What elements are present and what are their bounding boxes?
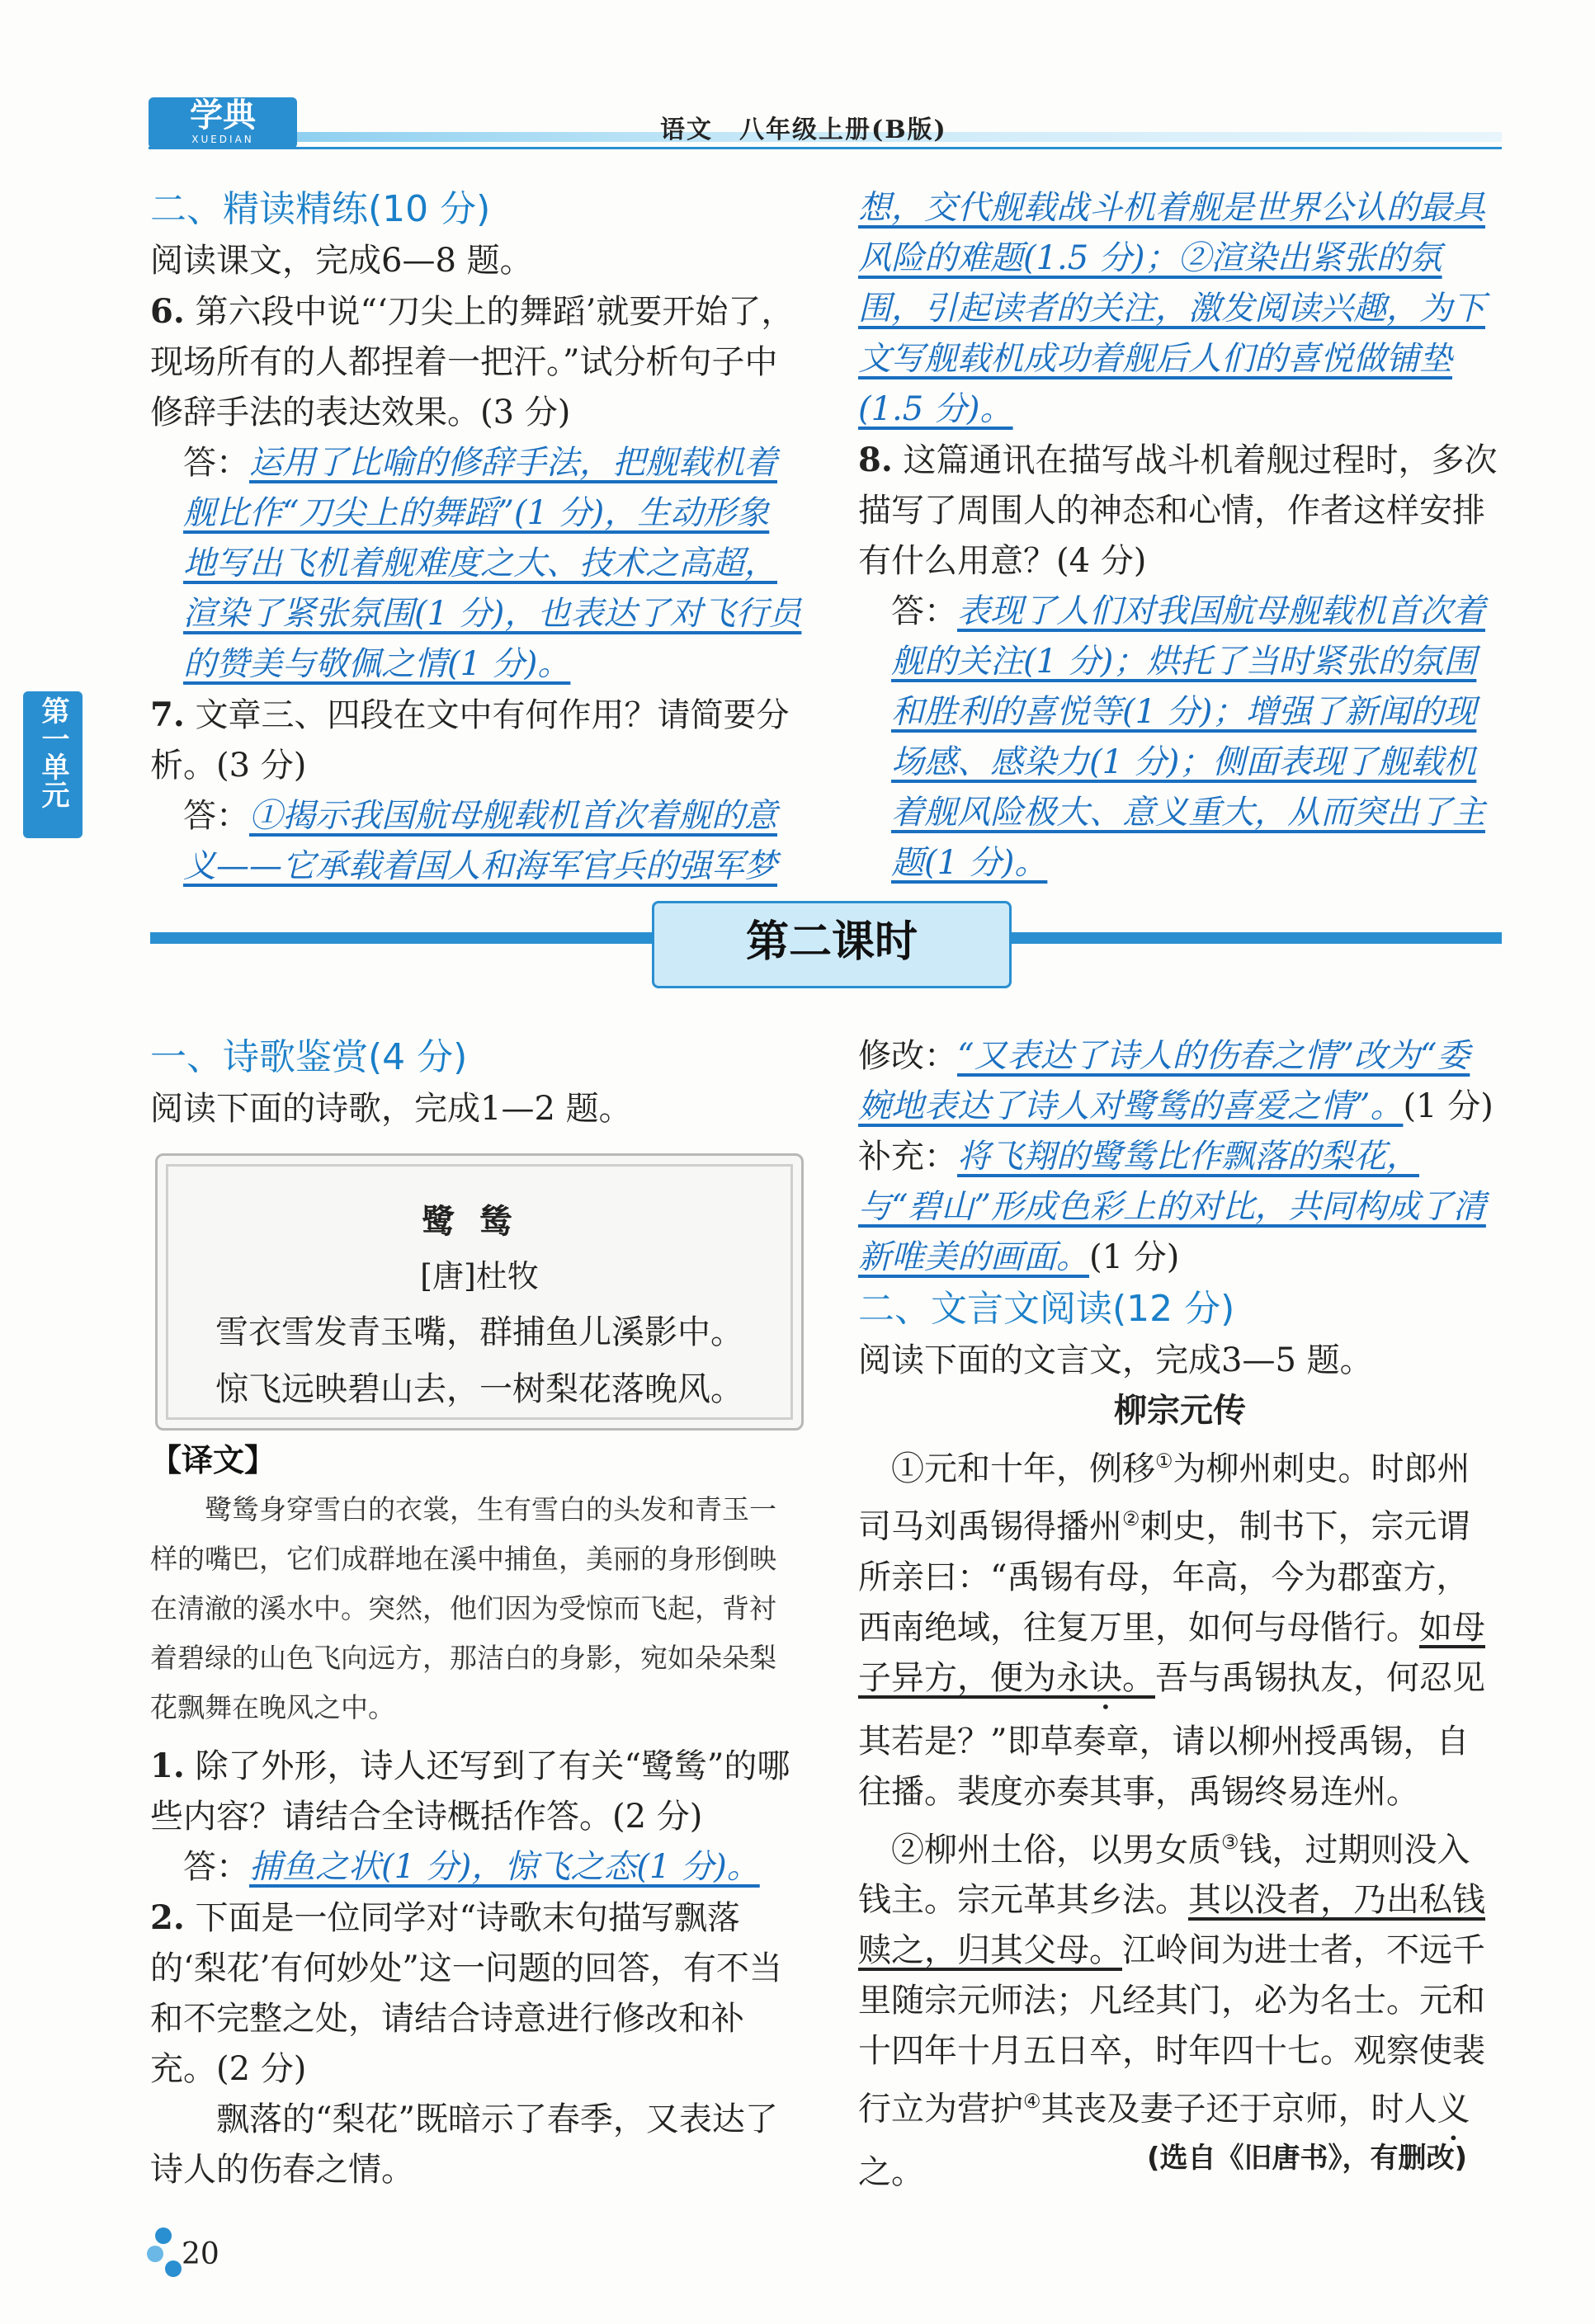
emphasized-char: 诀 [1089, 1658, 1122, 1697]
text-run: 江岭间为进士者，不远千里随宗元师法；凡经其门，必为名士。元和十四年十月五日卒，时年四十七。观察使裴行立为营护 [858, 1930, 1485, 2128]
footnote-marker: ④ [1023, 2089, 1041, 2113]
answer-text: “又表达了诗人的伤春之情”改为“委婉地表达了诗人对鹭鸶的喜爱之情”。 [858, 1037, 1470, 1125]
question-2 [150, 1893, 802, 2095]
section-intro: 阅读课文，完成6—8 题。 [150, 242, 533, 280]
translation-text: 鹭鸶身穿雪白的衣裳，生有雪白的头发和青玉一样的嘴巴，它们成群地在溪中捕鱼，美丽的身形倒映在清澈的溪水中。突然，他们因为受惊而飞起，背衬着碧绿的山色飞向远方，那洁白的身影，宛如朵朵梨花飘舞在晚风之中。 [150, 1493, 776, 1723]
answer-7 [150, 791, 802, 892]
footnote-marker: ① [1155, 1450, 1173, 1473]
text-run: 如母子异方，便为永 [858, 1608, 1485, 1697]
supplement-answer [858, 1132, 1502, 1283]
question-text: 第六段中说“‘刀尖上的舞蹈’就要开始了，现场所有的人都捏着一把汗。”试分析句子中修辞手法的表达效果。(3 分) [150, 293, 795, 431]
answer-text: 捕鱼之状(1 分)，惊飞之态(1 分)。 [249, 1848, 760, 1886]
left-bottom-column [150, 1031, 802, 1134]
translation-block [150, 1435, 802, 1732]
section-title-close-reading: 二、精读精练(10 分) [150, 188, 491, 230]
answer-prefix: 补充： [858, 1138, 957, 1176]
left-bottom-questions [150, 1741, 802, 2195]
answer-score: (1 分) [1089, 1238, 1180, 1276]
question-8 [858, 435, 1502, 587]
text-run: 其丧及妻子还于京师，时人 [1041, 2090, 1437, 2128]
question-number: 8. [858, 441, 893, 479]
classical-paragraph-1 [858, 1436, 1502, 1817]
section-intro: 阅读下面的文言文，完成3—5 题。 [858, 1341, 1373, 1379]
section-title-poetry: 一、诗歌鉴赏(4 分) [150, 1036, 468, 1078]
footnote-marker: ③ [1221, 1830, 1239, 1854]
text-run: 为柳州刺史。时郎州司马刘禹锡得播州 [858, 1450, 1470, 1546]
logo-text: 学典 [190, 97, 256, 134]
question-number: 6. [150, 292, 185, 331]
revision-answer [858, 1031, 1502, 1132]
answer-text: 想，交代舰载战斗机着舰是世界公认的最具风险的难题(1.5 分)；②渲染出紧张的氛围，引起读者的关注，激发阅读兴趣，为下文写舰载机成功着舰后人们的喜悦做铺垫(1.5 分)。 [858, 189, 1485, 428]
answer-text: 将飞翔的鹭鸶比作飘落的梨花，与“碧山”形成色彩上的对比，共同构成了清新唯美的画面。 [858, 1138, 1486, 1276]
question-text: 下面是一位同学对“诗歌末句描写飘落的‘梨花’有何妙处”这一问题的回答，有不当和不完整之处，请结合诗意进行修改和补充。(2 分) [150, 1899, 782, 2088]
question-7 [150, 690, 802, 791]
question-text: 除了外形，诗人还写到了有关“鹭鸶”的哪些内容？请结合全诗概括作答。(2 分) [150, 1747, 790, 1836]
question-number: 2. [150, 1898, 185, 1937]
unit-side-tab [23, 691, 83, 838]
answer-7-continued [858, 183, 1502, 435]
text-run: ②柳州土俗，以男女质 [891, 1830, 1221, 1869]
right-top-column [858, 183, 1502, 889]
answer-prefix: 答： [183, 444, 249, 482]
page-number: 20 [182, 2237, 219, 2271]
poem-author: [唐]杜牧 [420, 1258, 539, 1294]
answer-6 [150, 438, 802, 690]
classical-text-title: 柳宗元传 [1114, 1392, 1246, 1430]
left-top-column [150, 183, 802, 892]
question-6 [150, 286, 802, 438]
question-text: 文章三、四段在文中有何作用？请简要分析。(3 分) [150, 696, 790, 785]
poem-title: 鹭鸶 [422, 1202, 537, 1241]
logo-subtext: XUEDIAN [191, 134, 254, 145]
answer-text: 运用了比喻的修辞手法，把舰载机着舰比作“刀尖上的舞蹈”(1 分)，生动形象地写出飞机着舰难度之大、技术之高超，渲染了紧张氛围(1 分)，也表达了对飞行员的赞美与敬佩之情(1 分)。 [183, 444, 802, 683]
decor-dot [147, 2246, 163, 2262]
decor-dot [165, 2260, 182, 2277]
lesson-title: 第二课时 [652, 901, 1012, 988]
answer-prefix: 答： [183, 1848, 249, 1886]
answer-1 [150, 1842, 802, 1893]
underlined-sentence: 其以没者，乃出私钱赎之，归其父母。 [858, 1880, 1485, 1969]
answer-score: (1 分) [1403, 1087, 1494, 1125]
question-number: 7. [150, 695, 185, 734]
poem-frame [155, 1153, 804, 1431]
emphasized-char: 义 [1437, 2090, 1470, 2128]
source-citation: (选自《旧唐书》，有删改) [1147, 2142, 1468, 2175]
answer-8 [858, 587, 1502, 889]
text-run: 。 [1122, 1658, 1155, 1697]
question-2-quote: 飘落的“梨花”既暗示了春季，又表达了诗人的伤春之情。 [150, 2100, 778, 2189]
text-run: 刺史，制书下，宗元谓所亲曰：“禹锡有母，年高，今为郡蛮方，西南绝域，往复万里，如何与母偕行。 [858, 1507, 1470, 1647]
question-text: 这篇通讯在描写战斗机着舰过程时，多次描写了周围人的神态和心情，作者这样安排有什么用意？(4 分) [858, 441, 1498, 580]
right-bottom-column [858, 1031, 1502, 2198]
answer-prefix: 答： [183, 797, 249, 835]
section-intro: 阅读下面的诗歌，完成1—2 题。 [150, 1090, 632, 1128]
decor-dot [155, 2227, 172, 2244]
header-rule [149, 147, 1502, 149]
translation-heading: 【译文】 [150, 1442, 276, 1478]
publisher-logo [149, 97, 297, 148]
text-run: 之。 [858, 2153, 924, 2192]
unit-side-tab-label: 第一单元 [36, 696, 69, 808]
lesson-divider-left [150, 932, 652, 944]
question-1 [150, 1741, 802, 1842]
text-run: 吾与禹锡执友，何忍见其若是？”即草奏章，请以柳州授禹锡，自往播。裴度亦奏其事，禹锡终易连州。 [858, 1658, 1485, 1811]
footnote-marker: ② [1122, 1507, 1140, 1531]
answer-text: ①揭示我国航母舰载机首次着舰的意义——它承载着国人和海军官兵的强军梦 [183, 797, 777, 885]
answer-text: 表现了人们对我国航母舰载机首次着舰的关注(1 分)；烘托了当时紧张的氛围和胜利的喜悦等(1 分)；增强了新闻的现场感、感染力(1 分)；侧面表现了舰载机着舰风险极大、意义重大，从而突出了主题(1 分)。 [891, 592, 1485, 882]
poem-line: 惊飞远映碧山去，一树梨花落晚风。 [215, 1370, 743, 1408]
answer-prefix: 答： [891, 592, 957, 630]
answer-prefix: 修改： [858, 1037, 957, 1075]
section-title-classical: 二、文言文阅读(12 分) [858, 1288, 1235, 1330]
poem-line: 雪衣雪发青玉嘴，群捕鱼儿溪影中。 [215, 1313, 743, 1351]
question-number: 1. [150, 1747, 185, 1785]
lesson-divider-right [1007, 932, 1502, 944]
text-run: ①元和十年，例移 [891, 1450, 1155, 1488]
book-title: 语文 八年级上册(B版) [660, 115, 947, 144]
text-run: 钱，过期则没入钱主。宗元革其乡法。 [858, 1830, 1470, 1919]
